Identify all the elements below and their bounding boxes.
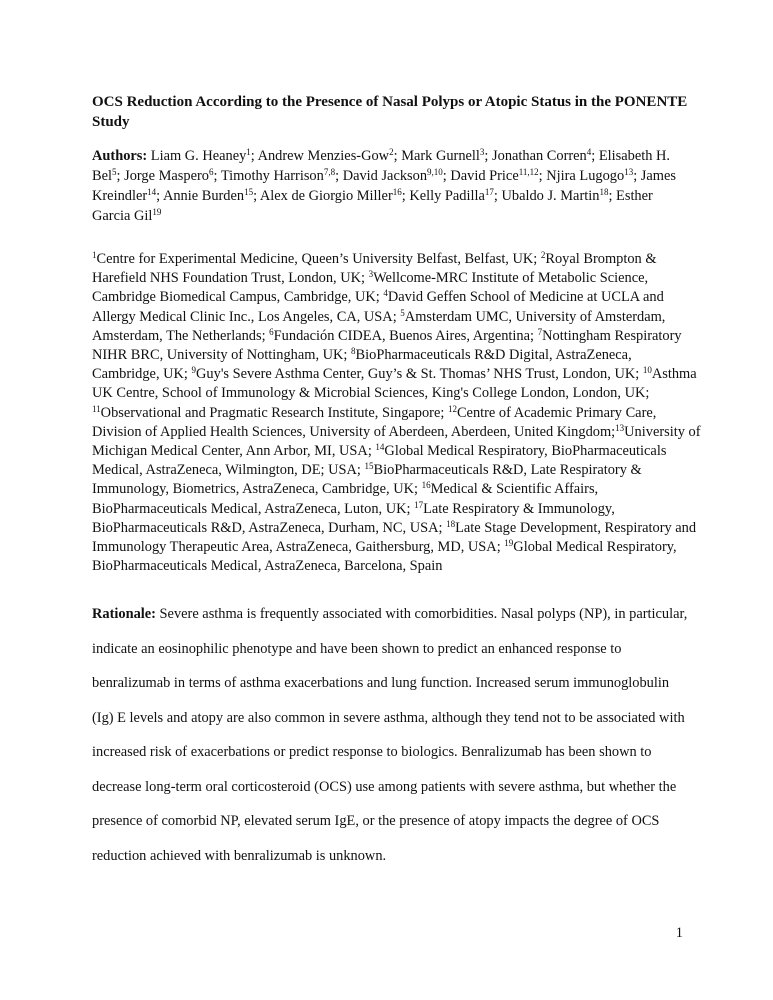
- affiliation-text: Late Stage Development, Respiratory and Immunology Therapeutic Area, AstraZeneca, Gaithersburg, MD, USA;: [92, 519, 697, 556]
- affiliation-number: 10: [642, 365, 652, 376]
- affiliation-text: David Geffen School of Medicine at UCLA and Allergy Medical Clinic Inc., Los Angeles, CA, USA;: [92, 289, 664, 325]
- affiliation-text: Global Medical Respiratory, BioPharmaceuticals Medical, AstraZeneca, Wilmington, DE; USA;: [92, 443, 667, 479]
- paper-title: OCS Reduction According to the Presence of Nasal Polyps or Atopic Status in the PONENTE Study: [92, 94, 688, 130]
- author-affiliation-number: 2: [389, 147, 394, 157]
- affiliation-number: 2: [540, 250, 546, 260]
- author-separator: ;: [213, 168, 221, 184]
- author-affiliation-number: 16: [392, 187, 402, 197]
- author-separator: ;: [156, 188, 163, 204]
- affiliations: [92, 250, 702, 576]
- author-affiliation-number: 7,8: [323, 167, 336, 177]
- affiliation-number: 17: [414, 499, 424, 510]
- author-list: [92, 146, 692, 226]
- affiliation-number: 13: [615, 422, 625, 433]
- author-affiliation-number: 5: [111, 167, 117, 177]
- affiliation-number: 8: [351, 346, 356, 357]
- affiliation-number: 15: [364, 461, 374, 472]
- rationale-paragraph: [92, 597, 692, 873]
- author-name: Jorge Maspero: [124, 168, 209, 184]
- affiliation-text: Late Respiratory & Immunology, BioPharmaceuticals R&D, AstraZeneca, Durham, NC, USA;: [92, 500, 615, 536]
- author-name: Ubaldo J. Martin: [501, 188, 600, 204]
- affiliation-number: 11: [92, 403, 101, 414]
- author-name: David Jackson: [342, 168, 428, 184]
- author-separator: ;: [493, 188, 502, 204]
- affiliation-text: Royal Brompton & Harefield NHS Foundation Trust, London, UK;: [92, 251, 657, 287]
- author-affiliation-number: 3: [479, 147, 485, 157]
- author-name: James Kreindler: [92, 168, 676, 204]
- author-separator: ;: [442, 168, 451, 184]
- affiliation-text: Asthma UK Centre, School of Immunology & Microbial Sciences, King's College London, London, UK;: [92, 366, 697, 402]
- author-name: Elisabeth H. Bel: [92, 148, 670, 184]
- author-items: [92, 148, 676, 224]
- affiliation-number: 9: [191, 365, 197, 376]
- author-affiliation-number: 18: [599, 187, 609, 197]
- author-name: Andrew Menzies-Gow: [257, 148, 390, 164]
- affiliation-number: 7: [537, 326, 543, 337]
- affiliation-number: 14: [375, 442, 385, 453]
- author-affiliation-number: 1: [246, 147, 251, 157]
- affiliation-text: Guy's Severe Asthma Center, Guy’s & St. Thomas’ NHS Trust, London, UK;: [196, 366, 643, 383]
- author-separator: ;: [484, 148, 493, 164]
- author-affiliation-number: 14: [147, 187, 157, 197]
- author-separator: ;: [250, 148, 258, 164]
- affiliation-text: Medical & Scientific Affairs, BioPharmaceuticals Medical, AstraZeneca, Luton, UK;: [92, 481, 599, 517]
- author-separator: ;: [538, 168, 547, 184]
- affiliation-number: 4: [383, 288, 388, 299]
- author-name: Jonathan Corren: [492, 148, 587, 164]
- author-name: Annie Burden: [162, 188, 245, 204]
- authors-label: Authors:: [92, 148, 148, 164]
- affiliation-number: 18: [446, 518, 456, 529]
- author-name: Kelly Padilla: [409, 188, 485, 204]
- author-name: Njira Lugogo: [546, 168, 625, 184]
- page-number: 1: [675, 925, 683, 941]
- affiliation-text: BioPharmaceuticals R&D Digital, AstraZeneca, Cambridge, UK;: [92, 347, 632, 383]
- affiliation-text: BioPharmaceuticals R&D, Late Respiratory & Immunology, Biometrics, AstraZeneca, Cambridge, UK;: [92, 462, 642, 498]
- author-name: Liam G. Heaney: [150, 148, 247, 164]
- author-affiliation-number: 19: [152, 207, 162, 217]
- author-name: Mark Gurnell: [401, 148, 480, 164]
- author-separator: ;: [335, 168, 343, 184]
- author-separator: ;: [591, 148, 599, 164]
- author-name: Timothy Harrison: [220, 168, 324, 184]
- author-name: Alex de Giorgio Miller: [259, 188, 393, 204]
- author-separator: ;: [116, 168, 125, 184]
- affiliation-number: 16: [421, 480, 431, 491]
- author-name: David Price: [450, 168, 519, 184]
- rationale-label: Rationale:: [92, 606, 156, 622]
- affiliation-text: Centre for Experimental Medicine, Queen’s University Belfast, Belfast, UK;: [96, 251, 541, 267]
- author-separator: ;: [253, 188, 260, 204]
- affiliation-text: Wellcome-MRC Institute of Metabolic Science, Cambridge Biomedical Campus, Cambridge, UK;: [92, 270, 649, 306]
- author-affiliation-number: 17: [484, 187, 494, 197]
- affiliation-number: 19: [504, 538, 514, 549]
- author-affiliation-number: 6: [208, 167, 214, 177]
- rationale-text: Severe asthma is frequently associated with comorbidities. Nasal polyps (NP), in particular, indicate an eosinophilic phenotype and have been shown to predict an enhanced response to benralizumab in terms of asthma exacerbations and lung function. Increased serum immunoglobulin (Ig) E levels and atopy are also common in severe asthma, although they tend not to be associated with increased risk of exacerbations or predict response to biologics. Benralizumab has been shown to decrease long-term oral corticosteroid (OCS) use among patients with severe asthma, but whether the presence of comorbid NP, elevated serum IgE, or the presence of atopy impacts the degree of OCS reduction achieved with benralizumab is unknown.: [92, 606, 688, 864]
- author-separator: ;: [608, 188, 617, 204]
- affiliation-text: Nottingham Respiratory NIHR BRC, University of Nottingham, UK;: [92, 327, 682, 364]
- affiliation-text: Global Medical Respiratory, BioPharmaceuticals Medical, AstraZeneca, Barcelona, Spain: [92, 539, 677, 575]
- author-name: Esther Garcia Gil: [92, 188, 653, 224]
- affiliation-text: University of Michigan Medical Center, Ann Arbor, MI, USA;: [92, 423, 701, 460]
- author-separator: ;: [393, 148, 402, 164]
- affiliation-number: 5: [400, 307, 405, 318]
- affiliation-number: 3: [368, 269, 374, 280]
- affiliation-number: 1: [92, 250, 97, 260]
- affiliation-text: Observational and Pragmatic Research Institute, Singapore;: [100, 404, 448, 421]
- affiliation-text: Centre of Academic Primary Care, Division of Applied Health Sciences, University of Aberdeen, Aberdeen, United Kingdom;: [92, 404, 657, 440]
- author-affiliation-number: 15: [244, 187, 254, 197]
- affiliation-number: 6: [269, 326, 274, 337]
- author-affiliation-number: 13: [624, 167, 634, 177]
- author-affiliation-number: 11,12: [518, 167, 539, 177]
- author-affiliation-number: 4: [586, 147, 592, 157]
- affiliation-number: 12: [447, 403, 457, 414]
- affiliation-text: Fundación CIDEA, Buenos Aires, Argentina;: [273, 327, 538, 344]
- author-affiliation-number: 9,10: [427, 167, 443, 177]
- affiliation-text: Amsterdam UMC, University of Amsterdam, Amsterdam, The Netherlands;: [92, 308, 666, 344]
- author-separator: ;: [401, 188, 410, 204]
- author-separator: ;: [633, 168, 641, 184]
